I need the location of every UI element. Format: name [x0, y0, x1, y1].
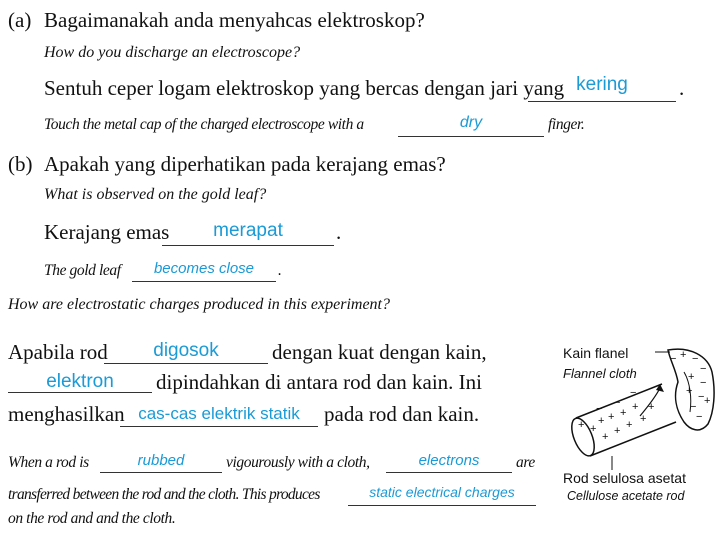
question-b-english: What is observed on the gold leaf?: [44, 186, 267, 203]
question-b-label: (b): [8, 152, 33, 176]
english-line1-start: When a rod is: [8, 454, 89, 471]
svg-text:−: −: [700, 377, 707, 389]
para-line3-fill: cas-cas elektrik statik: [138, 404, 300, 423]
english-line1-fill2: electrons: [418, 452, 480, 469]
svg-text:−: −: [630, 387, 637, 399]
svg-text:+: +: [688, 371, 695, 383]
svg-text:−: −: [670, 353, 677, 365]
answer-b-english-end: .: [278, 262, 282, 279]
english-line2-start: transferred between the rod and the cloth. This produces: [8, 486, 320, 503]
svg-text:−: −: [700, 363, 707, 375]
svg-text:+: +: [598, 415, 605, 427]
answer-b-english-text: The gold leaf: [44, 262, 121, 279]
para-line3-end: pada rod dan kain.: [324, 402, 480, 426]
english-line3: on the rod and and the cloth.: [8, 510, 176, 527]
svg-text:+: +: [648, 401, 655, 413]
question-a-malay: Bagaimanakah anda menyahcas elektroskop?: [44, 8, 425, 32]
answer-b-malay-fill: merapat: [213, 220, 283, 241]
question-c-english: How are electrostatic charges produced in this experiment?: [8, 296, 390, 313]
svg-text:+: +: [704, 395, 711, 407]
svg-text:+: +: [680, 349, 687, 361]
svg-text:+: +: [686, 385, 693, 397]
answer-b-english-fill: becomes close: [153, 260, 255, 277]
rod-label-english: Cellulose acetate rod: [567, 489, 685, 503]
svg-text:−: −: [596, 403, 603, 415]
svg-text:+: +: [626, 419, 633, 431]
svg-text:+: +: [590, 423, 597, 435]
svg-text:−: −: [696, 411, 703, 423]
para-line1-end: dengan kuat dengan kain,: [272, 340, 487, 364]
svg-text:+: +: [608, 411, 615, 423]
question-a-label: (a): [8, 8, 32, 32]
english-line1-fill: rubbed: [137, 452, 185, 469]
answer-b-malay-period: .: [336, 220, 342, 244]
svg-text:+: +: [614, 425, 621, 437]
answer-a-malay-period: .: [679, 76, 685, 100]
svg-text:−: −: [698, 391, 705, 403]
svg-text:+: +: [578, 419, 585, 431]
cloth-label-malay: Kain flanel: [563, 345, 629, 361]
question-a-english: How do you discharge an electroscope?: [44, 44, 301, 61]
para-line1-fill: digosok: [153, 340, 219, 361]
svg-text:−: −: [690, 401, 697, 413]
svg-text:−: −: [614, 397, 621, 409]
para-line3-start: menghasilkan: [8, 402, 125, 426]
answer-a-english-fill: dry: [459, 114, 483, 131]
svg-text:+: +: [620, 407, 627, 419]
answer-a-english-end: finger.: [548, 116, 585, 133]
english-line2-fill: static electrical charges: [369, 484, 515, 500]
svg-text:+: +: [640, 413, 647, 425]
english-line1-mid: vigourously with a cloth,: [226, 454, 370, 471]
cloth-label-english: Flannel cloth: [563, 366, 637, 381]
answer-a-malay-text: Sentuh ceper logam elektroskop yang bercas dengan jari yang: [44, 76, 565, 100]
answer-a-english-text: Touch the metal cap of the charged electroscope with a: [44, 116, 364, 133]
para-line2-end: dipindahkan di antara rod dan kain. Ini: [156, 370, 482, 394]
english-line1-end: are: [516, 454, 535, 471]
para-line2-fill: elektron: [46, 371, 114, 392]
svg-text:+: +: [602, 431, 609, 443]
svg-text:+: +: [632, 401, 639, 413]
question-b-malay: Apakah yang diperhatikan pada kerajang emas?: [44, 152, 446, 176]
svg-text:−: −: [692, 353, 699, 365]
rod-label-malay: Rod selulosa asetat: [563, 470, 686, 486]
para-line1-start: Apabila rod: [8, 340, 108, 364]
answer-b-malay-text: Kerajang emas: [44, 220, 170, 244]
answer-a-malay-fill: kering: [576, 74, 628, 95]
